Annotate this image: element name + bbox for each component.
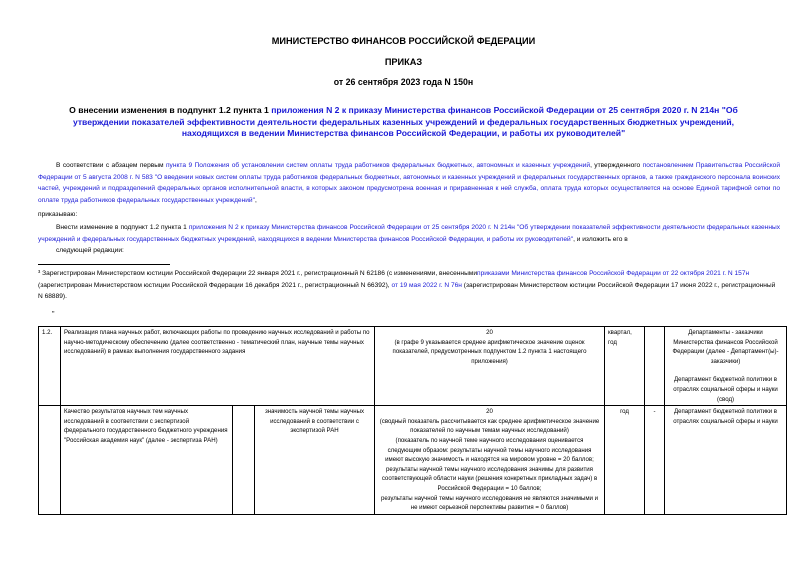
indicator-description: (показатель по научной теме научного исследования оценивается следующим образом: результаты научной темы научного исследования имеют высокую значимость и находятся на мировом уровне = 20 баллов; [385,436,594,464]
footnote-mark: ¹ [38,270,41,277]
responsible-departments: Департаменты - заказчики Министерства финансов Российской Федерации (далее - Департамент(ы)-заказчики) [672,329,779,365]
amendment-text-1: Внести изменение в подпункт 1.2 пункта 1 [56,224,189,231]
preamble-link-2[interactable]: постановлением Правительства Российской Федерации от 5 августа 2008 г. N 583 "О введении новых систем оплаты труда работников федеральных бюджетных, автономных и казенных учреждений и федеральных государственных органов, а также гражданского персонала воинских частей, учреждений и подразделений федеральных органов исполнительной власти, в которых законом предусмотрена военная и приравненная к ней служба, оплата труда которых осуществляется на основе Единой тарифной сетки по оплате труда работников федеральных государственных учреждений" [38,162,780,204]
ministry-heading: МИНИСТЕРСТВО ФИНАНСОВ РОССИЙСКОЙ ФЕДЕРАЦИИ [271,36,536,46]
indicator-weight-cell [375,406,605,515]
table-row [39,406,787,515]
amendment-paragraph [38,222,780,257]
indicator-description: (сводный показатель рассчитывается как среднее арифметическое значение показателей по научным темам научных исследований) [379,417,600,435]
row-number: 1.2. [39,327,61,406]
preamble-text-2: , утвержденного [590,162,643,169]
preamble-link-1[interactable]: пункта 9 Положения об установлении систем оплаты труда работников федеральных бюджетных, автономных и казенных учреждений [165,162,591,169]
quote-mark: " [52,311,55,318]
amendment-text-3: следующей редакции: [56,247,124,255]
indicator-dash [645,327,665,406]
preamble-text-3: , [254,196,257,204]
preamble-text-1: В соответствии с абзацем первым [56,162,166,169]
title-text: О внесении изменения в подпункт 1.2 пункта 1 [69,105,272,115]
indicator-weight: 20 [486,408,493,416]
preamble-paragraph [38,160,780,206]
responsible-cell [665,327,787,406]
footnote [38,268,780,303]
order-heading: ПРИКАЗ [384,57,423,67]
indicator-period: год [605,406,645,515]
footnote-text-1: Зарегистрирован Министерством юстиции Российской Федерации 22 января 2021 г., регистрационный N 62186 (с изменениями, внесенными [40,270,478,277]
footnote-link-1[interactable]: приказами Министерства финансов Российской Федерации от 22 октября 2021 г. N 157н [477,270,750,277]
footnote-text-2: (зарегистрирован Министерством юстиции Российской Федерации 16 декабря 2021 г., регистрационный N 66392), [38,281,392,289]
indicator-weight-cell [375,327,605,406]
order-date: от 26 сентября 2023 года N 150н [333,77,474,87]
footnote-text-3: (зарегистрирован Министерством юстиции Российской Федерации 17 июня 2022 г., регистрационный N 68889). [38,281,776,301]
responsible-summary: Департамент бюджетной политики в отраслях социальной сферы и науки (свод) [673,376,778,403]
footnote-link-2[interactable]: от 19 мая 2022 г. N 76н [391,281,462,289]
table-row [39,327,787,406]
order-word: приказываю: [38,211,78,218]
indicator-description: (в графе 9 указывается среднее арифметическое значение оценок показателей, предусмотренных подпунктом 1.2 пункта 1 настоящего приложения) [392,338,587,365]
indicator-dash: - [645,406,665,515]
indicator-weight: 20 [486,329,493,336]
indicator-name: Качество результатов научных тем научных исследований в соответствии с экспертизой федерального государственного бюджетного учреждения "Российская академия наук" (далее - экспертиза РАН) [61,406,233,515]
empty-cell [233,406,255,515]
indicator-description: результаты научной темы научного исследования значимы для развития соответствующей области науки (решения конкретных прикладных задач) в Российской Федерации = 10 баллов; [381,465,598,492]
indicator-measure: значимость научной темы научных исследований в соответствии с экспертизой РАН [255,406,375,515]
indicator-period: квартал, год [605,327,645,406]
responsible-departments: Департамент бюджетной политики в отраслях социальной сферы и науки [665,406,787,515]
row-number [39,406,61,515]
indicators-table [38,326,787,515]
amendment-text-2: , и изложить его в [573,235,628,243]
title-link[interactable]: приложения N 2 к приказу Министерства финансов Российской Федерации от 25 сентября 2020 г. N 214н "Об утверждении показателей эффективности деятельности федеральных казенных учреждений и федеральных государственных бюджетных учреждений, находящихся в ведении Министерства финансов Российской Федерации, и работы их руководителей" [72,105,738,138]
footnote-divider [38,264,170,265]
indicator-name: Реализация плана научных работ, включающих работы по проведению научных исследований и работы по научно-методическому обеспечению (далее соответственно - тематический план, научные темы научных исследований) в рамках выполнения государственного задания [61,327,375,406]
indicator-description: результаты научной темы научного исследования не являются значимыми и не имеют серьезной перспективы развития = 0 баллов) [380,494,599,512]
amendment-link[interactable]: приложения N 2 к приказу Министерства финансов Российской Федерации от 25 сентября 2020 г. N 214н "Об утверждении показателей эффективности деятельности федеральных казенных учреждений и федеральных государственных бюджетных учреждений, находящихся в ведении Министерства финансов Российской Федерации, и работы их руководителей" [38,224,780,243]
document-title [52,105,755,140]
